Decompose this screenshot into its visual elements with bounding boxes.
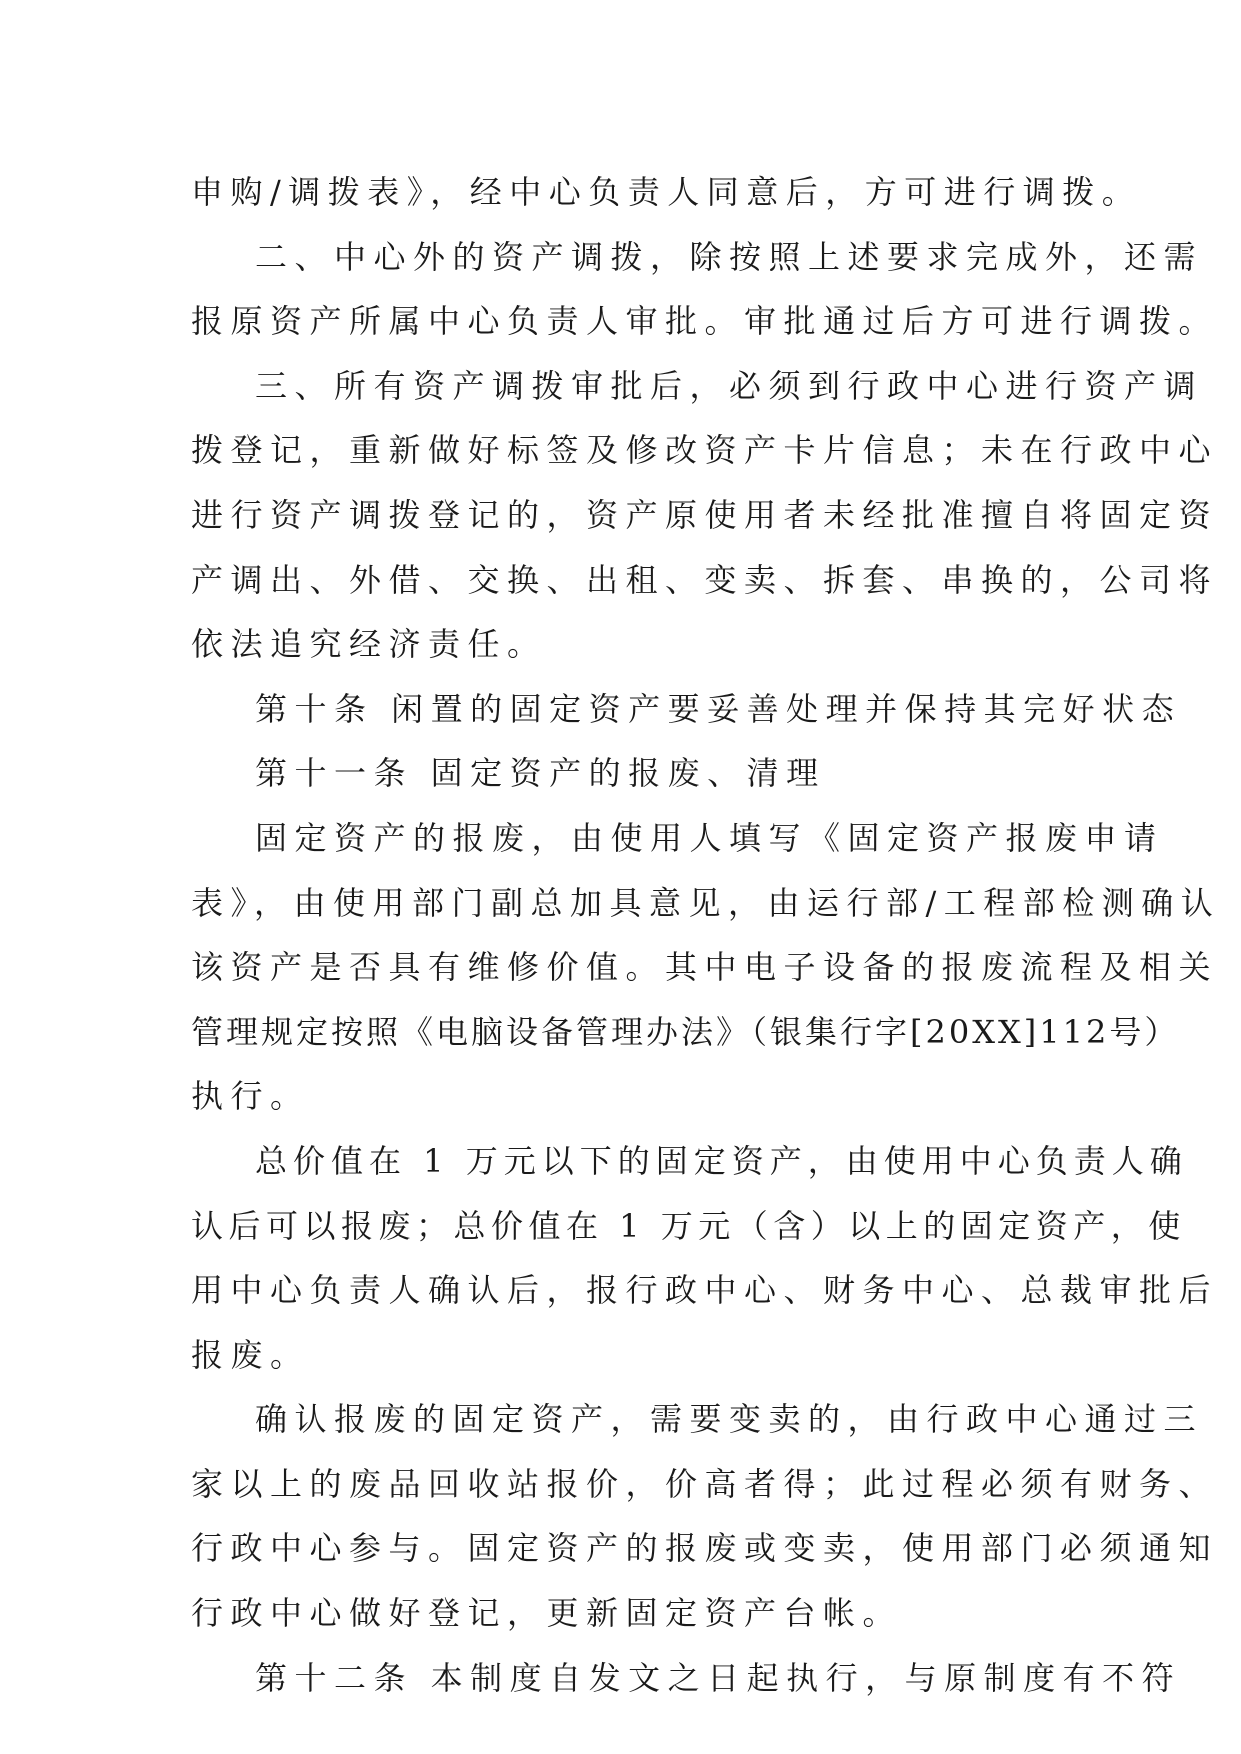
text-line: 表》，由使用部门副总加具意见，由运行部/工程部检测确认 [191,883,1221,922]
text-line: 管理规定按照《电脑设备管理办法》（银集行字[20XX]112号） [191,1012,1180,1051]
text-line: 依法追究经济责任。 [191,625,547,664]
text-line: 拨登记，重新做好标签及修改资产卡片信息；未在行政中心 [191,431,1219,470]
text-line: 行政中心做好登记，更新固定资产台帐。 [191,1594,903,1633]
text-line: 报原资产所属中心负责人审批。审批通过后方可进行调拨。 [191,302,1219,341]
text-line: 产调出、外借、交换、出租、变卖、拆套、串换的，公司将 [191,560,1219,599]
article-heading: 第十条 闲置的固定资产要妥善处理并保持其完好状态 [255,689,1182,728]
text-line: 行政中心参与。固定资产的报废或变卖，使用部门必须通知 [191,1529,1219,1568]
text-line: 该资产是否具有维修价值。其中电子设备的报废流程及相关 [191,948,1219,987]
text-line: 固定资产的报废，由使用人填写《固定资产报废申请 [255,818,1164,857]
text-line: 家以上的废品回收站报价，价高者得；此过程必须有财务、 [191,1464,1219,1503]
text-line: 申购/调拨表》，经中心负责人同意后，方可进行调拨。 [191,173,1142,211]
text-line: 认后可以报废；总价值在 1 万元（含）以上的固定资产，使 [191,1206,1186,1245]
text-line: 三、所有资产调拨审批后，必须到行政中心进行资产调 [255,366,1204,405]
text-line: 执行。 [191,1077,310,1116]
text-line: 报废。 [191,1335,310,1374]
article-heading: 第十一条 固定资产的报废、清理 [255,754,826,793]
text-line: 总价值在 1 万元以下的固定资产，由使用中心负责人确 [255,1141,1188,1180]
text-line: 确认报废的固定资产，需要变卖的，由行政中心通过三 [255,1400,1204,1439]
document-body [191,160,1221,1710]
text-line: 进行资产调拨登记的，资产原使用者未经批准擅自将固定资 [191,495,1219,534]
text-line: 用中心负责人确认后，报行政中心、财务中心、总裁审批后 [191,1271,1219,1310]
text-line: 二、中心外的资产调拨，除按照上述要求完成外，还需 [255,237,1204,276]
article-heading: 第十二条 本制度自发文之日起执行，与原制度有不符 [255,1658,1182,1697]
